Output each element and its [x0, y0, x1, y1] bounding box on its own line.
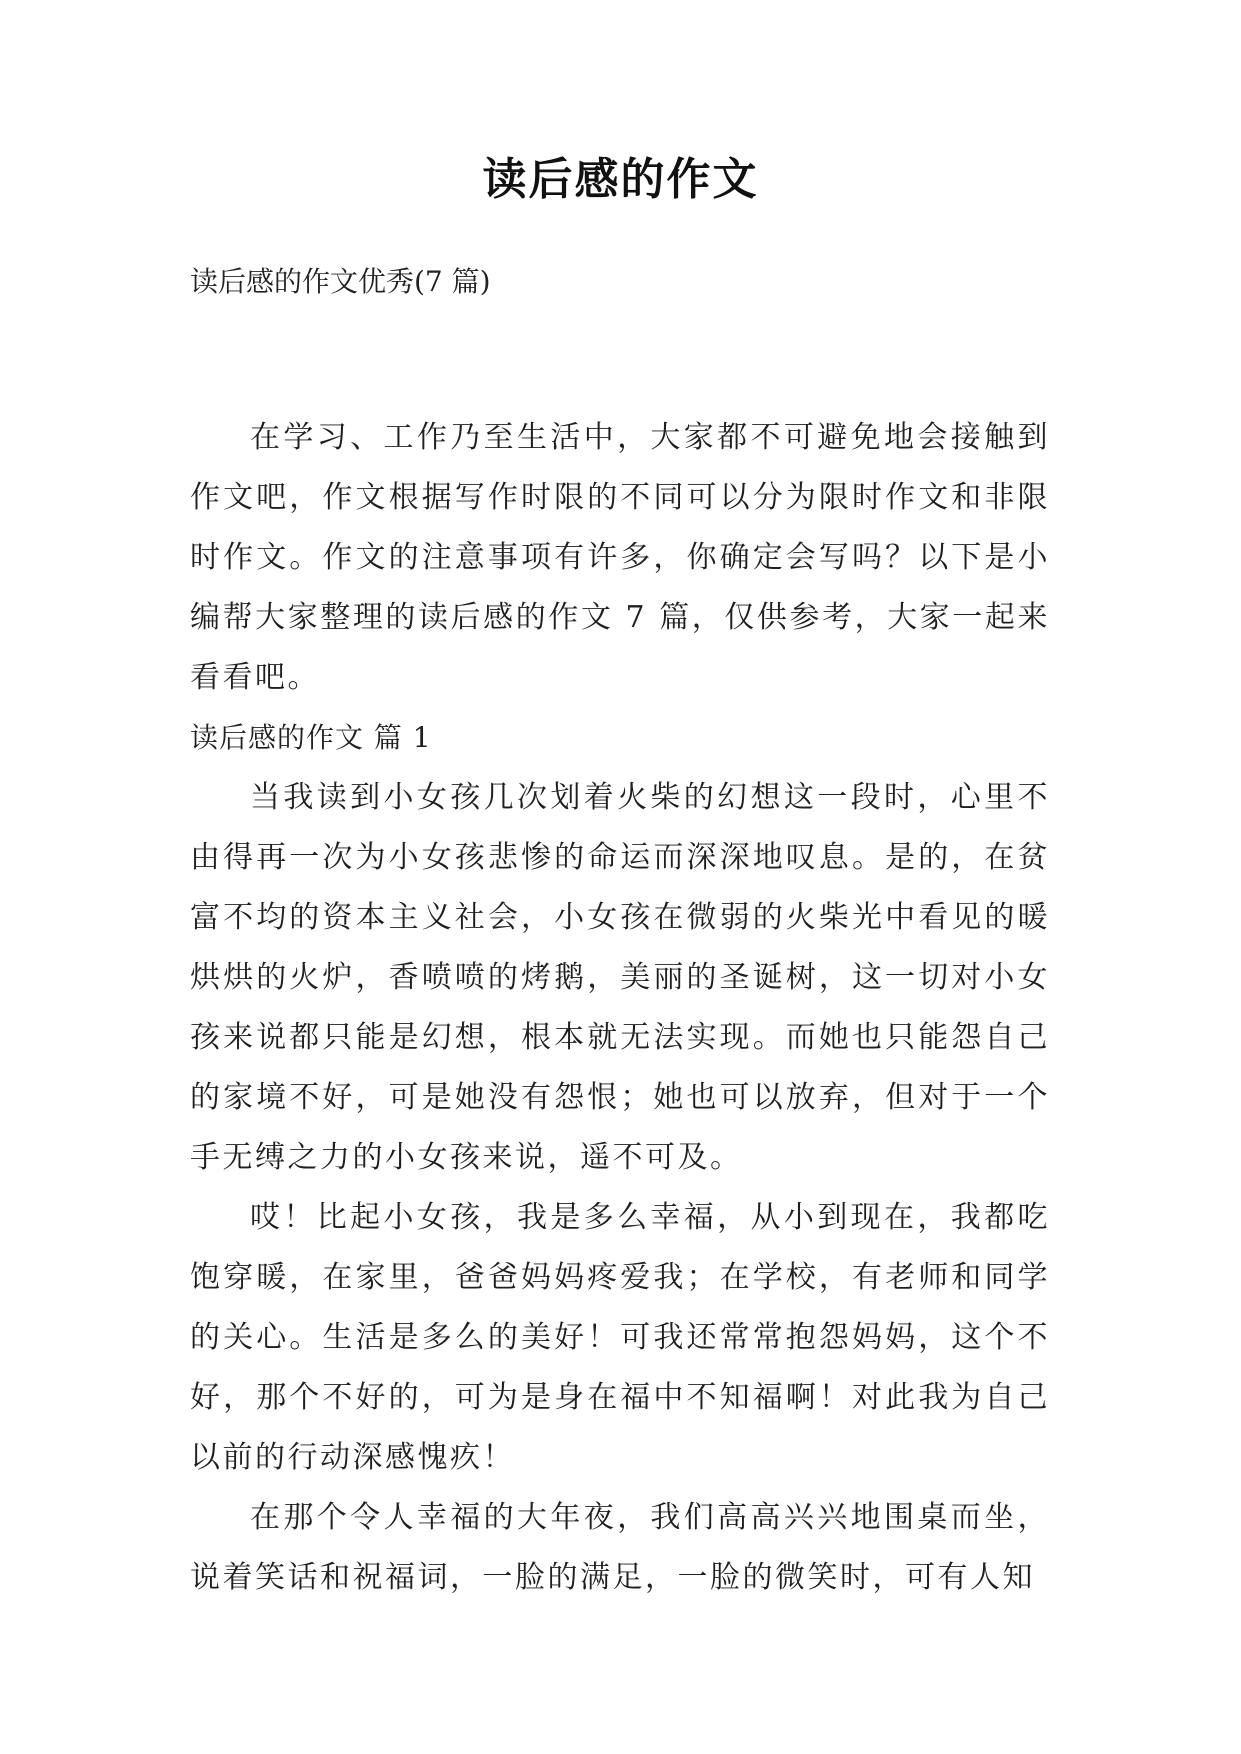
document-subtitle: 读后感的作文优秀(7 篇): [190, 265, 491, 298]
document-body: [190, 408, 1050, 1608]
document-title: 读后感的作文: [482, 154, 759, 205]
body-paragraph-3: 在那个令人幸福的大年夜，我们高高兴兴地围桌而坐，说着笑话和祝福词，一脸的满足，一脸的微笑时，可有人知: [190, 1500, 1050, 1595]
intro-paragraph: 在学习、工作乃至生活中，大家都不可避免地会接触到作文吧，作文根据写作时限的不同可以分为限时作文和非限时作文。作文的注意事项有许多，你确定会写吗？以下是小编帮大家整理的读后感的作文 7 篇，仅供参考，大家一起来看看吧。: [190, 420, 1050, 695]
section-heading: 读后感的作文 篇 1: [190, 721, 432, 754]
body-paragraph-2: 哎！比起小女孩，我是多么幸福，从小到现在，我都吃饱穿暖，在家里，爸爸妈妈疼爱我；在学校，有老师和同学的关心。生活是多么的美好！可我还常常抱怨妈妈，这个不好，那个不好的，可为是身在福中不知福啊！对此我为自己以前的行动深感愧疚！: [190, 1200, 1050, 1475]
body-paragraph-1: 当我读到小女孩几次划着火柴的幻想这一段时，心里不由得再一次为小女孩悲惨的命运而深深地叹息。是的，在贫富不均的资本主义社会，小女孩在微弱的火柴光中看见的暖烘烘的火炉，香喷喷的烤鹅，美丽的圣诞树，这一切对小女孩来说都只能是幻想，根本就无法实现。而她也只能怨自己的家境不好，可是她没有怨恨；她也可以放弃，但对于一个手无缚之力的小女孩来说，遥不可及。: [190, 780, 1050, 1175]
